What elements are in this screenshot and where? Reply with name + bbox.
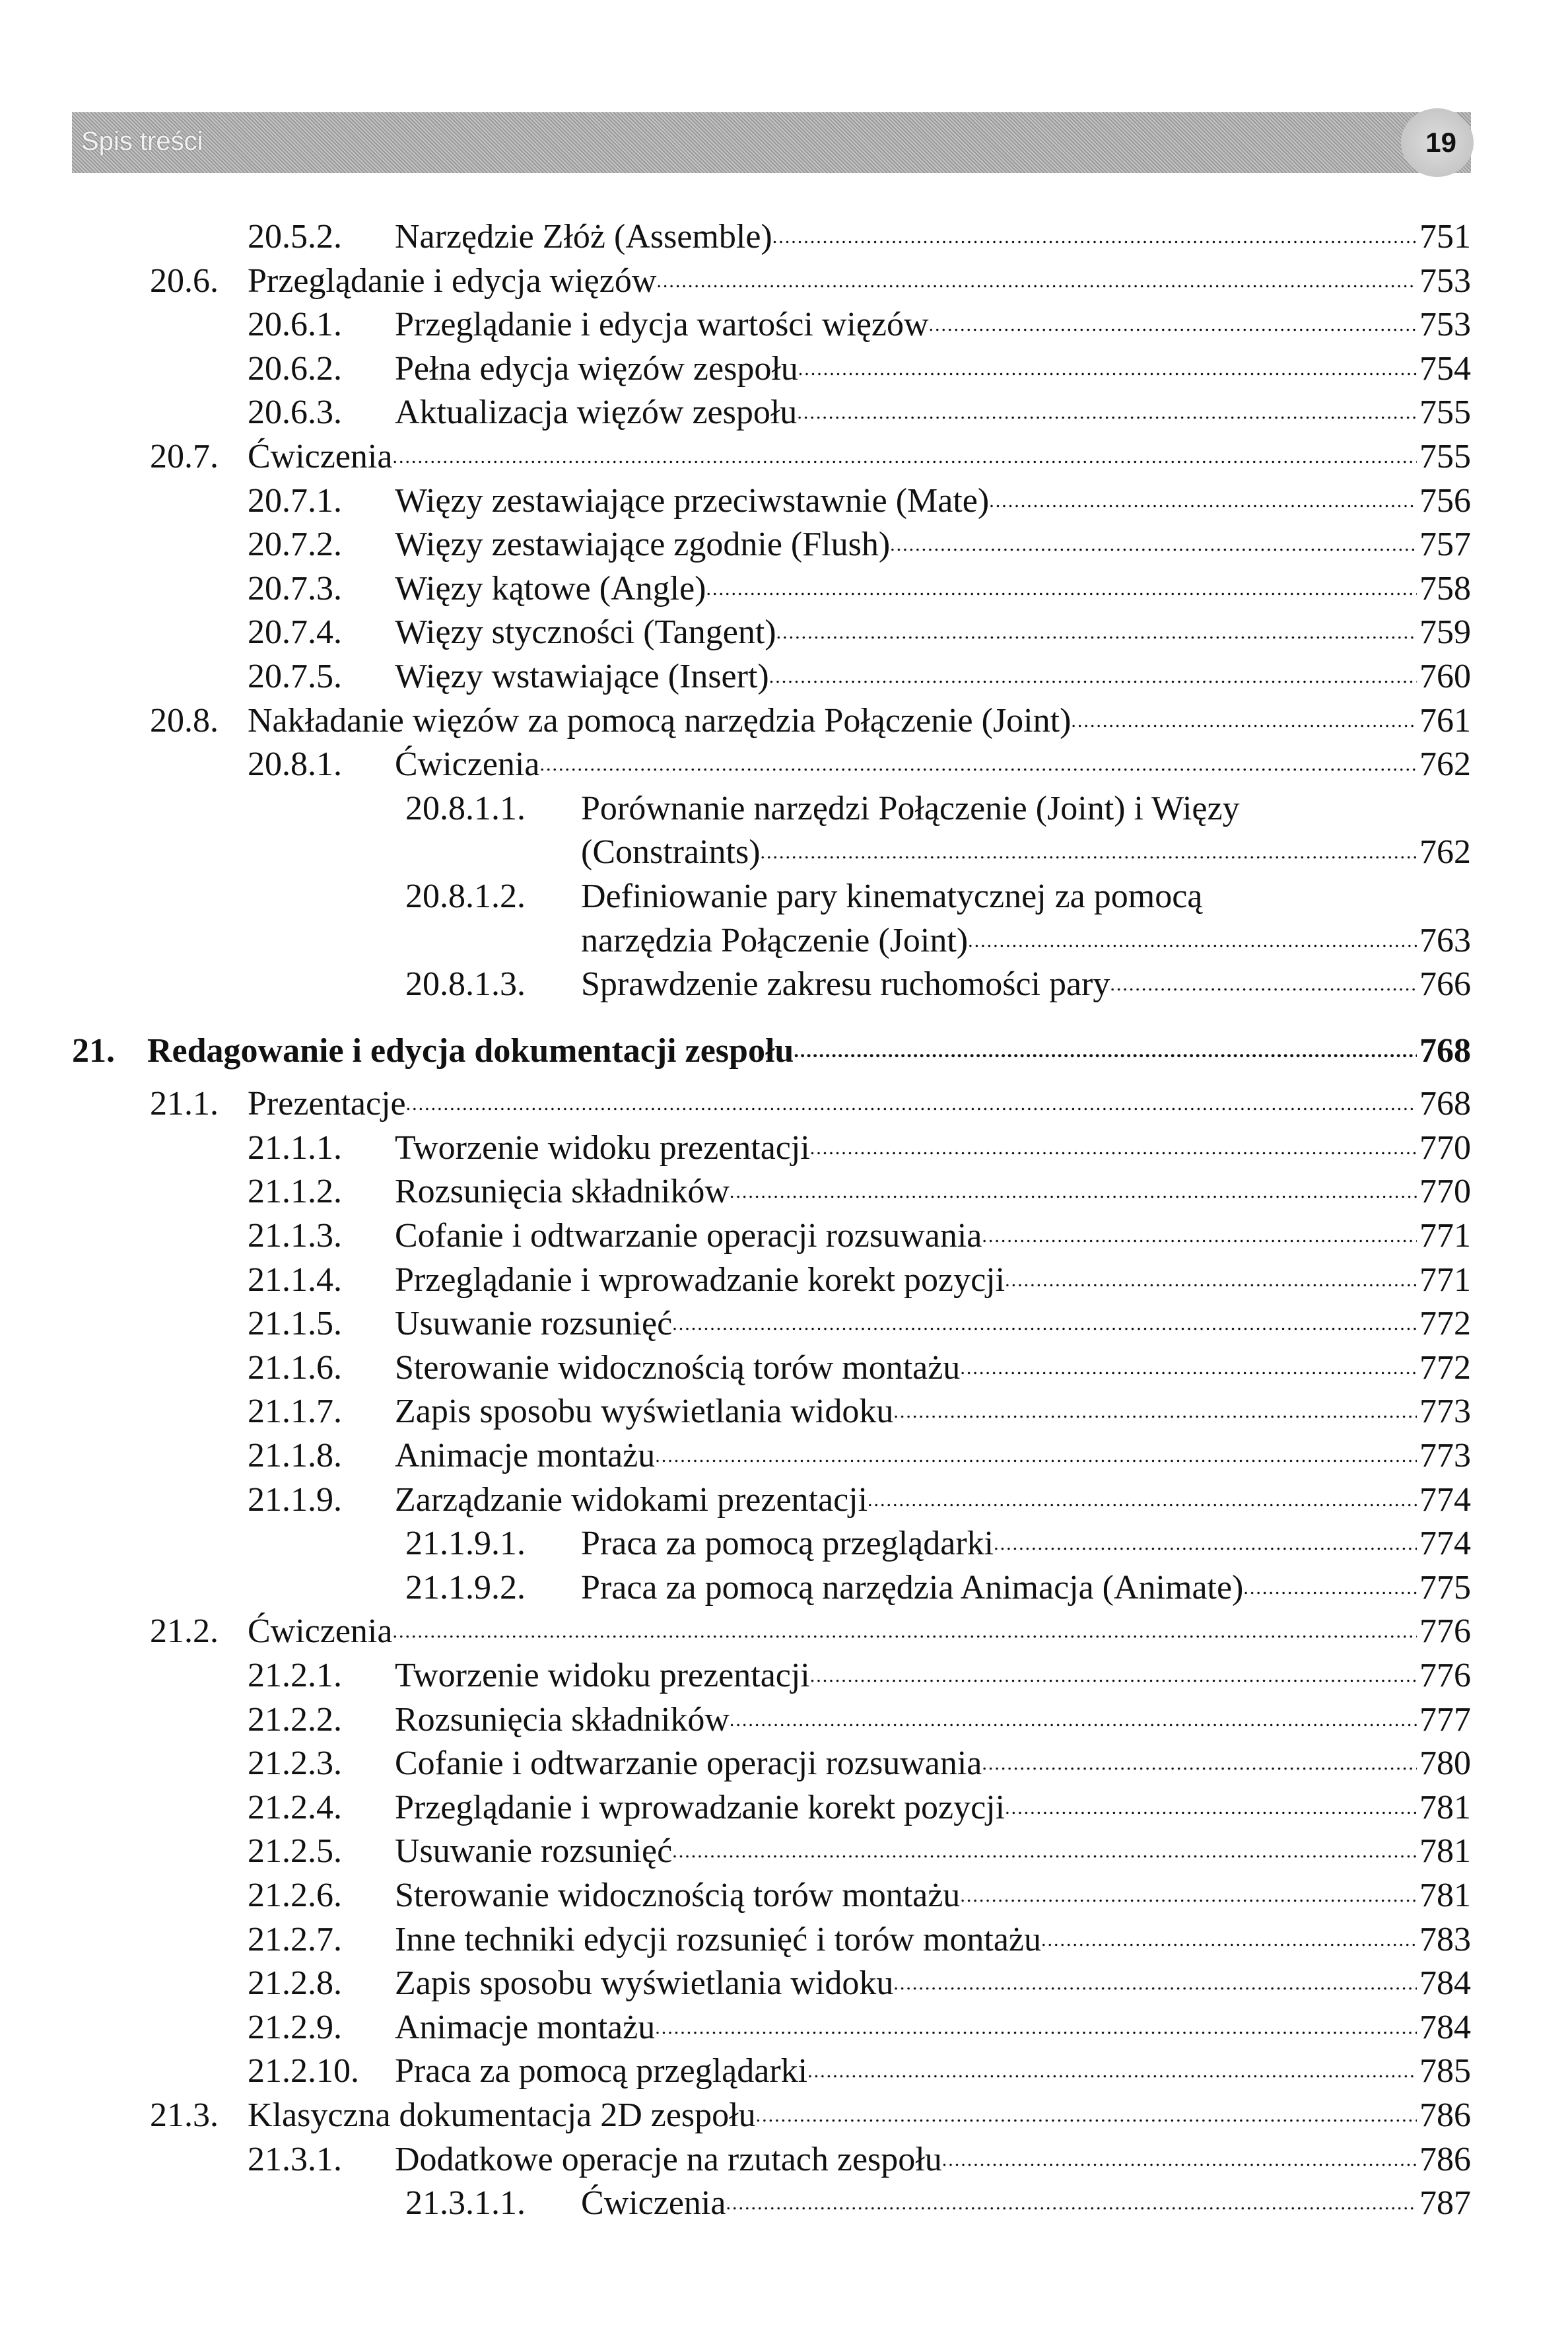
entry-page: 761 bbox=[1419, 701, 1471, 740]
entry-title: Sprawdzenie zakresu ruchomości pary bbox=[581, 965, 1110, 1004]
entry-body bbox=[395, 1698, 1471, 1743]
entry-title: Więzy zestawiające przeciwstawnie (Mate) bbox=[395, 481, 990, 520]
entry-page: 776 bbox=[1419, 1657, 1471, 1694]
entry-body bbox=[395, 1126, 1471, 1171]
entry-page: 759 bbox=[1419, 613, 1471, 652]
entry-page: 753 bbox=[1419, 306, 1471, 344]
dot-leader bbox=[761, 831, 1417, 875]
entry-number: 21.1.3. bbox=[248, 1217, 342, 1255]
dot-leader bbox=[890, 523, 1417, 567]
entry-body bbox=[395, 1214, 1471, 1259]
entry-body bbox=[395, 1654, 1471, 1698]
entry-page: 758 bbox=[1419, 569, 1471, 607]
entry-number: 21.1.8. bbox=[248, 1437, 342, 1475]
entry-number: 21.2.5. bbox=[248, 1832, 342, 1871]
entry-page: 766 bbox=[1419, 965, 1471, 1004]
entry-title: Sterowanie widocznością torów montażu bbox=[395, 1876, 961, 1914]
entry-title: Porównanie narzędzi Połączenie (Joint) i Więzy bbox=[581, 789, 1240, 827]
toc-entry bbox=[0, 1434, 1568, 1478]
entry-page: 762 bbox=[1419, 833, 1471, 872]
entry-page: 787 bbox=[1419, 2184, 1471, 2223]
entry-title: Przeglądanie i wprowadzanie korekt pozycji bbox=[395, 1261, 1006, 1299]
entry-body bbox=[395, 1962, 1471, 2006]
dot-leader bbox=[772, 215, 1417, 259]
dot-leader bbox=[797, 391, 1417, 435]
entry-body bbox=[248, 1082, 1471, 1126]
entry-body bbox=[581, 2182, 1471, 2226]
entry-number: 21. bbox=[72, 1031, 115, 1070]
entry-title: Nakładanie więzów za pomocą narzędzia Połączenie (Joint) bbox=[248, 701, 1072, 740]
entry-body bbox=[395, 1830, 1471, 1874]
dot-leader bbox=[794, 1029, 1417, 1074]
entry-page: 751 bbox=[1419, 218, 1471, 256]
entry-number: 21.1.9.2. bbox=[405, 1568, 526, 1607]
toc-entry bbox=[0, 435, 1568, 479]
entry-title: Definiowanie pary kinematycznej za pomocą bbox=[581, 877, 1203, 915]
entry-title: Ćwiczenia bbox=[581, 2184, 726, 2223]
entry-number: 21.2.7. bbox=[248, 1920, 342, 1958]
toc-entry bbox=[0, 567, 1568, 611]
entry-page: 776 bbox=[1419, 1612, 1471, 1651]
dot-leader bbox=[893, 1390, 1417, 1434]
entry-body bbox=[395, 479, 1471, 524]
entry-number: 20.7.1. bbox=[248, 481, 342, 520]
entry-body bbox=[395, 1390, 1471, 1434]
entry-body bbox=[395, 1786, 1471, 1830]
entry-title: Redagowanie i edycja dokumentacji zespołu bbox=[147, 1031, 794, 1070]
toc-entry bbox=[0, 259, 1568, 304]
entry-title: Klasyczna dokumentacja 2D zespołu bbox=[248, 2096, 756, 2134]
entry-body bbox=[395, 523, 1471, 567]
toc-entry bbox=[0, 347, 1568, 392]
entry-page: 774 bbox=[1419, 1480, 1471, 1519]
entry-page: 786 bbox=[1419, 2140, 1471, 2178]
dot-leader bbox=[994, 1522, 1417, 1566]
dot-leader bbox=[730, 1698, 1417, 1743]
entry-title: Więzy kątowe (Angle) bbox=[395, 569, 706, 607]
toc-entry bbox=[0, 215, 1568, 259]
entry-page: 763 bbox=[1419, 921, 1471, 959]
entry-page: 784 bbox=[1419, 1964, 1471, 2003]
toc-entry bbox=[0, 655, 1568, 699]
dot-leader bbox=[982, 1214, 1417, 1259]
entry-body bbox=[395, 1742, 1471, 1786]
toc-entry bbox=[0, 1566, 1568, 1610]
entry-body bbox=[581, 787, 1471, 831]
entry-number: 20.6.3. bbox=[248, 394, 342, 432]
entry-number: 20.5.2. bbox=[248, 218, 342, 256]
toc-entry bbox=[0, 1962, 1568, 2006]
entry-title: Więzy wstawiające (Insert) bbox=[395, 657, 769, 695]
toc-entry bbox=[0, 787, 1568, 831]
toc-entry bbox=[0, 1170, 1568, 1214]
entry-page: 784 bbox=[1419, 2008, 1471, 2046]
entry-number: 20.6.2. bbox=[248, 349, 342, 388]
toc-entry bbox=[0, 303, 1568, 347]
entry-title: Dodatkowe operacje na rzutach zespołu bbox=[395, 2140, 942, 2178]
dot-leader bbox=[989, 479, 1417, 524]
entry-title: Animacje montażu bbox=[395, 2008, 656, 2046]
toc-entry bbox=[0, 1830, 1568, 1874]
entry-body bbox=[581, 831, 1471, 875]
toc-entry bbox=[0, 479, 1568, 524]
toc-entry bbox=[0, 1654, 1568, 1698]
entry-body bbox=[248, 435, 1471, 479]
entry-body bbox=[147, 1029, 1471, 1074]
entry-title: Pełna edycja więzów zespołu bbox=[395, 349, 798, 388]
entry-number: 21.2.8. bbox=[248, 1964, 342, 2003]
entry-body bbox=[395, 303, 1471, 347]
entry-page: 770 bbox=[1419, 1173, 1471, 1211]
dot-leader bbox=[893, 1962, 1417, 2006]
entry-page: 755 bbox=[1419, 437, 1471, 475]
toc-entry bbox=[0, 611, 1568, 655]
toc-entry bbox=[0, 2182, 1568, 2226]
entry-number: 21.1.6. bbox=[248, 1348, 342, 1387]
dot-leader bbox=[776, 611, 1417, 655]
entry-title: Tworzenie widoku prezentacji bbox=[395, 1128, 810, 1167]
dot-leader bbox=[1005, 1786, 1417, 1830]
entry-page: 762 bbox=[1419, 745, 1471, 784]
entry-title: Praca za pomocą przeglądarki bbox=[395, 2052, 808, 2091]
entry-title: Inne techniki edycji rozsunięć i torów montażu bbox=[395, 1920, 1042, 1958]
toc-entry bbox=[0, 1786, 1568, 1830]
dot-leader bbox=[810, 1654, 1417, 1698]
toc-entry bbox=[0, 963, 1568, 1007]
entry-title: Praca za pomocą narzędzia Animacja (Animate) bbox=[581, 1568, 1244, 1607]
toc-entry bbox=[0, 1390, 1568, 1434]
entry-body bbox=[395, 1346, 1471, 1391]
dot-leader bbox=[1071, 699, 1417, 743]
entry-body bbox=[395, 567, 1471, 611]
toc-entry bbox=[0, 1610, 1568, 1654]
toc-entry bbox=[0, 1259, 1568, 1303]
toc-entry bbox=[0, 523, 1568, 567]
dot-leader bbox=[1041, 1918, 1417, 1962]
entry-body bbox=[248, 2094, 1471, 2138]
entry-body bbox=[395, 611, 1471, 655]
dot-leader bbox=[655, 2006, 1417, 2050]
entry-body bbox=[395, 215, 1471, 259]
entry-body bbox=[395, 1434, 1471, 1478]
entry-number: 20.6.1. bbox=[248, 306, 342, 344]
entry-body bbox=[395, 743, 1471, 787]
entry-page: 777 bbox=[1419, 1700, 1471, 1739]
entry-number: 21.1.5. bbox=[248, 1305, 342, 1343]
dot-leader bbox=[730, 1170, 1417, 1214]
entry-page: 781 bbox=[1419, 1788, 1471, 1826]
entry-page: 768 bbox=[1419, 1031, 1471, 1070]
entry-number: 20.8.1. bbox=[248, 745, 342, 784]
header-title: Spis treści bbox=[81, 127, 203, 156]
toc-entry bbox=[0, 875, 1568, 919]
toc-entry bbox=[0, 2138, 1568, 2182]
dot-leader bbox=[756, 2094, 1417, 2138]
entry-body bbox=[395, 1478, 1471, 1523]
entry-number: 21.2.10. bbox=[248, 2052, 359, 2091]
entry-page: 786 bbox=[1419, 2096, 1471, 2134]
entry-title: Tworzenie widoku prezentacji bbox=[395, 1657, 810, 1694]
entry-page: 755 bbox=[1419, 394, 1471, 432]
dot-leader bbox=[960, 1346, 1417, 1391]
dot-leader bbox=[706, 567, 1417, 611]
entry-body bbox=[395, 2006, 1471, 2050]
entry-title: (Constraints) bbox=[581, 833, 761, 872]
toc-entry bbox=[0, 831, 1568, 875]
toc-entry bbox=[0, 1918, 1568, 1962]
entry-number: 21.2.3. bbox=[248, 1745, 342, 1783]
entry-body bbox=[581, 919, 1471, 963]
toc-chapter-entry bbox=[0, 1029, 1568, 1074]
toc-entry bbox=[0, 1214, 1568, 1259]
entry-body bbox=[248, 1610, 1471, 1654]
toc-entry bbox=[0, 2006, 1568, 2050]
toc-entry bbox=[0, 2094, 1568, 2138]
toc-entry bbox=[0, 1126, 1568, 1171]
entry-number: 21.2.9. bbox=[248, 2008, 342, 2046]
dot-leader bbox=[960, 1874, 1417, 1918]
entry-page: 771 bbox=[1419, 1217, 1471, 1255]
dot-leader bbox=[942, 2138, 1417, 2182]
entry-page: 773 bbox=[1419, 1437, 1471, 1475]
dot-leader bbox=[810, 1126, 1417, 1171]
entry-page: 768 bbox=[1419, 1085, 1471, 1123]
toc-entry bbox=[0, 699, 1568, 743]
entry-body bbox=[581, 1566, 1471, 1610]
running-header bbox=[72, 112, 1471, 173]
toc-entry bbox=[0, 1698, 1568, 1743]
toc-entry bbox=[0, 1302, 1568, 1346]
table-of-contents bbox=[0, 215, 1568, 2226]
entry-number: 20.7.3. bbox=[248, 569, 342, 607]
toc-entry bbox=[0, 1478, 1568, 1523]
entry-number: 21.2.2. bbox=[248, 1700, 342, 1739]
dot-leader bbox=[392, 435, 1417, 479]
dot-leader bbox=[392, 1610, 1417, 1654]
entry-number: 20.8.1.3. bbox=[405, 965, 526, 1004]
toc-entry bbox=[0, 743, 1568, 787]
entry-page: 753 bbox=[1419, 261, 1471, 300]
entry-title: Usuwanie rozsunięć bbox=[395, 1305, 673, 1343]
dot-leader bbox=[672, 1302, 1417, 1346]
entry-title: Zapis sposobu wyświetlania widoku bbox=[395, 1964, 894, 2003]
entry-number: 21.1. bbox=[150, 1085, 219, 1123]
entry-number: 20.7.2. bbox=[248, 526, 342, 564]
entry-number: 21.3. bbox=[150, 2096, 219, 2134]
toc-entry bbox=[0, 391, 1568, 435]
entry-title: Ćwiczenia bbox=[248, 1612, 393, 1651]
entry-title: Prezentacje bbox=[248, 1085, 406, 1123]
entry-body bbox=[581, 875, 1471, 919]
entry-page: 772 bbox=[1419, 1348, 1471, 1387]
entry-number: 21.1.4. bbox=[248, 1261, 342, 1299]
entry-number: 21.1.9. bbox=[248, 1480, 342, 1519]
entry-title: Cofanie i odtwarzanie operacji rozsuwania bbox=[395, 1217, 982, 1255]
entry-title: Rozsunięcia składników bbox=[395, 1173, 730, 1211]
entry-page: 757 bbox=[1419, 526, 1471, 564]
entry-title: Przeglądanie i edycja wartości więzów bbox=[395, 306, 929, 344]
entry-page: 774 bbox=[1419, 1525, 1471, 1563]
dot-leader bbox=[655, 1434, 1417, 1478]
entry-title: Więzy zestawiające zgodnie (Flush) bbox=[395, 526, 891, 564]
dot-leader bbox=[1243, 1566, 1417, 1610]
entry-number: 21.2.4. bbox=[248, 1788, 342, 1826]
entry-body bbox=[395, 347, 1471, 392]
entry-page: 760 bbox=[1419, 657, 1471, 695]
entry-number: 20.7.4. bbox=[248, 613, 342, 652]
dot-leader bbox=[672, 1830, 1417, 1874]
dot-leader bbox=[929, 303, 1417, 347]
entry-body bbox=[395, 1918, 1471, 1962]
dot-leader bbox=[798, 347, 1417, 392]
entry-number: 21.1.9.1. bbox=[405, 1525, 526, 1563]
dot-leader bbox=[656, 259, 1417, 304]
entry-page: 754 bbox=[1419, 349, 1471, 388]
entry-title: Więzy styczności (Tangent) bbox=[395, 613, 776, 652]
entry-page: 780 bbox=[1419, 1745, 1471, 1783]
entry-page: 781 bbox=[1419, 1832, 1471, 1871]
entry-title: Animacje montażu bbox=[395, 1437, 656, 1475]
entry-title: Przeglądanie i edycja więzów bbox=[248, 261, 657, 300]
entry-page: 775 bbox=[1419, 1568, 1471, 1607]
entry-title: Sterowanie widocznością torów montażu bbox=[395, 1348, 961, 1387]
toc-entry bbox=[0, 1082, 1568, 1126]
entry-number: 21.1.2. bbox=[248, 1173, 342, 1211]
entry-title: Zarządzanie widokami prezentacji bbox=[395, 1480, 868, 1519]
entry-title: Usuwanie rozsunięć bbox=[395, 1832, 673, 1871]
entry-number: 20.8. bbox=[150, 701, 219, 740]
entry-body bbox=[395, 391, 1471, 435]
dot-leader bbox=[1110, 963, 1417, 1007]
entry-body bbox=[248, 699, 1471, 743]
dot-leader bbox=[539, 743, 1417, 787]
toc-entry bbox=[0, 2050, 1568, 2094]
entry-page: 772 bbox=[1419, 1305, 1471, 1343]
entry-body bbox=[395, 2138, 1471, 2182]
entry-number: 21.2.1. bbox=[248, 1657, 342, 1694]
entry-number: 21.1.7. bbox=[248, 1393, 342, 1431]
entry-body bbox=[395, 1302, 1471, 1346]
entry-number: 21.3.1. bbox=[248, 2140, 342, 2178]
entry-page: 785 bbox=[1419, 2052, 1471, 2091]
entry-title: narzędzia Połączenie (Joint) bbox=[581, 921, 969, 959]
entry-title: Zapis sposobu wyświetlania widoku bbox=[395, 1393, 894, 1431]
entry-number: 21.2. bbox=[150, 1612, 219, 1651]
entry-title: Ćwiczenia bbox=[248, 437, 393, 475]
entry-title: Praca za pomocą przeglądarki bbox=[581, 1525, 994, 1563]
dot-leader bbox=[1005, 1259, 1417, 1303]
entry-number: 20.7.5. bbox=[248, 657, 342, 695]
entry-number: 20.8.1.1. bbox=[405, 789, 526, 827]
dot-leader bbox=[406, 1082, 1417, 1126]
entry-title: Cofanie i odtwarzanie operacji rozsuwania bbox=[395, 1745, 982, 1783]
entry-number: 20.6. bbox=[150, 261, 219, 300]
entry-body bbox=[581, 963, 1471, 1007]
dot-leader bbox=[769, 655, 1417, 699]
dot-leader bbox=[807, 2050, 1417, 2094]
toc-entry bbox=[0, 1522, 1568, 1566]
entry-body bbox=[248, 259, 1471, 304]
entry-number: 20.8.1.2. bbox=[405, 877, 526, 915]
entry-title: Aktualizacja więzów zespołu bbox=[395, 394, 798, 432]
entry-number: 21.1.1. bbox=[248, 1128, 342, 1167]
entry-number: 21.3.1.1. bbox=[405, 2184, 526, 2223]
entry-body bbox=[395, 1874, 1471, 1918]
dot-leader bbox=[868, 1478, 1417, 1523]
entry-body bbox=[395, 655, 1471, 699]
entry-title: Rozsunięcia składników bbox=[395, 1700, 730, 1739]
entry-number: 21.2.6. bbox=[248, 1876, 342, 1914]
entry-page: 771 bbox=[1419, 1261, 1471, 1299]
entry-body bbox=[395, 1170, 1471, 1214]
entry-number: 20.7. bbox=[150, 437, 219, 475]
entry-page: 783 bbox=[1419, 1920, 1471, 1958]
entry-body bbox=[581, 1522, 1471, 1566]
entry-page: 781 bbox=[1419, 1876, 1471, 1914]
entry-page: 756 bbox=[1419, 481, 1471, 520]
entry-page: 773 bbox=[1419, 1393, 1471, 1431]
toc-entry bbox=[0, 1874, 1568, 1918]
entry-title: Przeglądanie i wprowadzanie korekt pozycji bbox=[395, 1788, 1006, 1826]
entry-body bbox=[395, 2050, 1471, 2094]
dot-leader bbox=[982, 1742, 1417, 1786]
dot-leader bbox=[726, 2182, 1417, 2226]
entry-title: Ćwiczenia bbox=[395, 745, 540, 784]
entry-body bbox=[395, 1259, 1471, 1303]
toc-entry bbox=[0, 919, 1568, 963]
toc-entry bbox=[0, 1346, 1568, 1391]
entry-title: Narzędzie Złóż (Assemble) bbox=[395, 218, 772, 256]
toc-entry bbox=[0, 1742, 1568, 1786]
entry-page: 770 bbox=[1419, 1128, 1471, 1167]
dot-leader bbox=[968, 919, 1417, 963]
page-number: 19 bbox=[1425, 127, 1456, 158]
